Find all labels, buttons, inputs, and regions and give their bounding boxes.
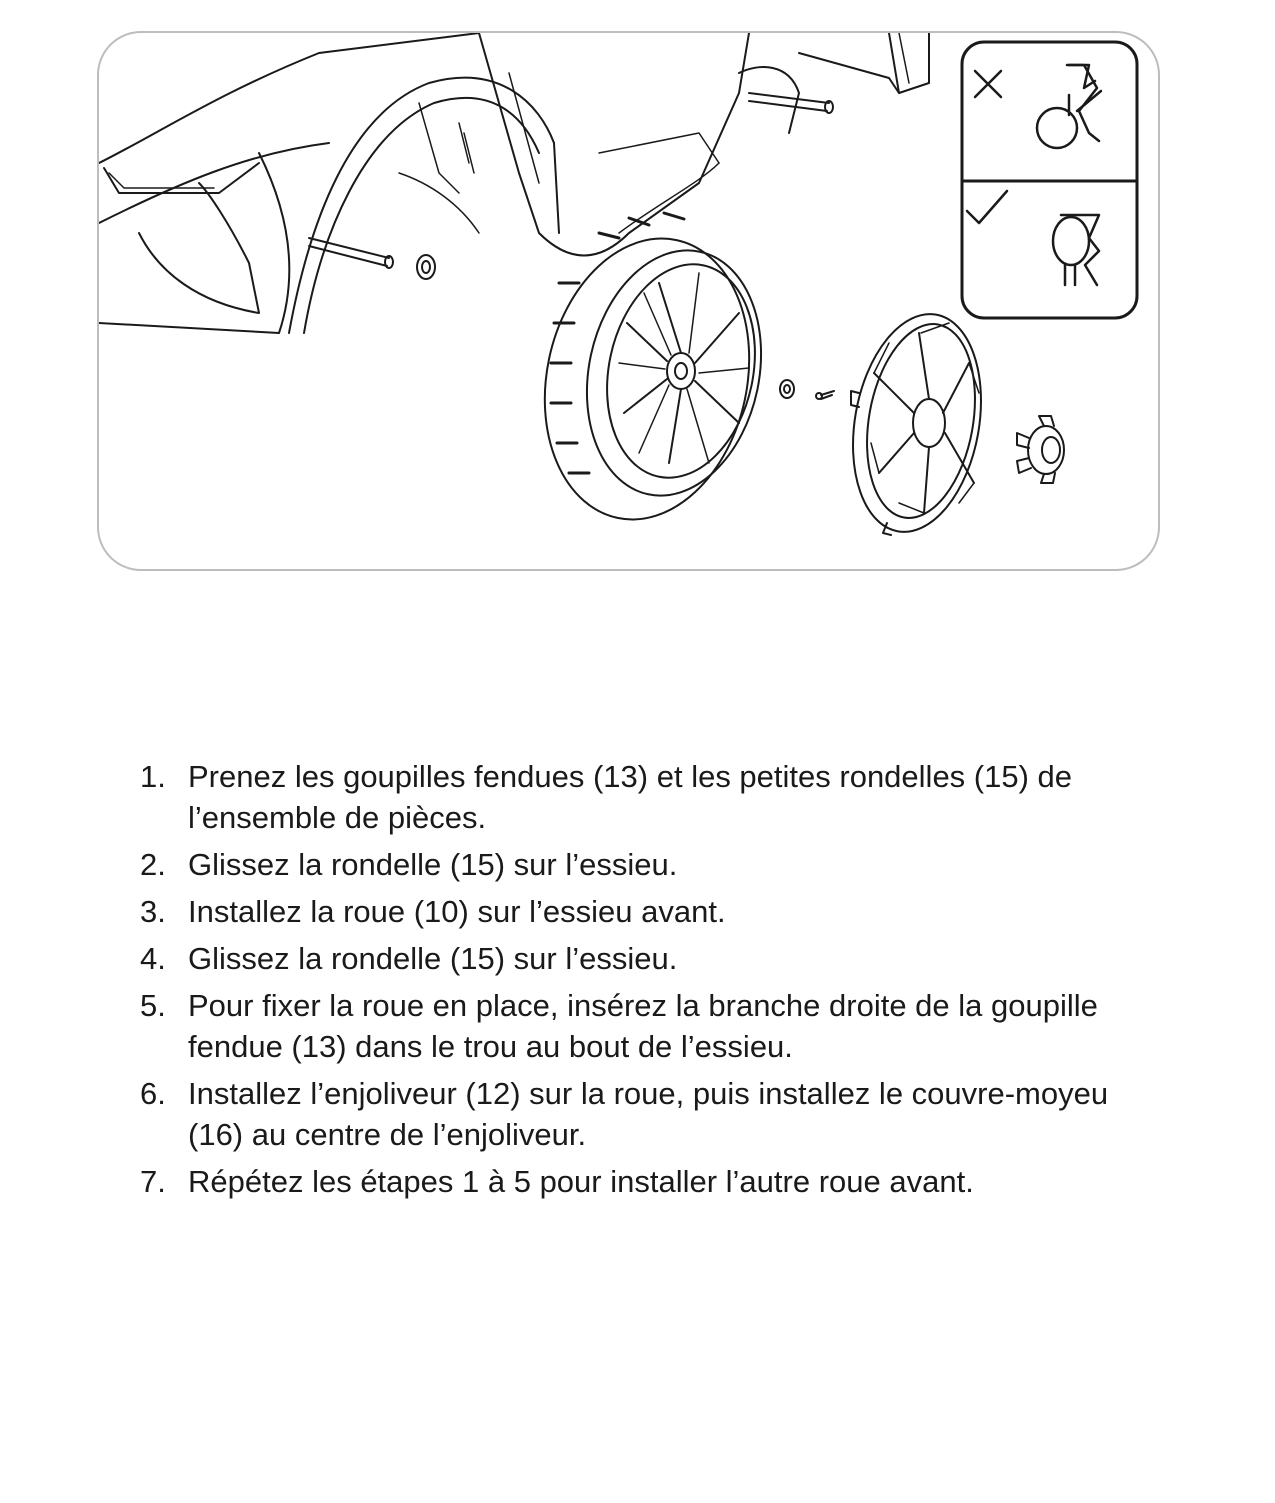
step-number: 2. — [140, 847, 166, 882]
assembly-illustration — [97, 31, 1160, 571]
wheel-drawing — [520, 213, 783, 539]
step-item — [140, 985, 1150, 1067]
step-item — [140, 891, 1150, 932]
wrong-mark-icon — [975, 71, 1001, 97]
step-number: 7. — [140, 1164, 166, 1199]
step-number: 6. — [140, 1076, 166, 1111]
step-item — [140, 844, 1150, 885]
step-text: Prenez les goupilles fendues (13) et les petites rondelles (15) de l’ensemble de pièces. — [188, 759, 1073, 835]
inset-comparison — [962, 42, 1137, 318]
step-text: Pour fixer la roue en place, insérez la branche droite de la goupille fendue (13) dans le trou au bout de l’essieu. — [188, 988, 1098, 1064]
step-number: 1. — [140, 759, 166, 794]
step-text: Glissez la rondelle (15) sur l’essieu. — [188, 847, 678, 882]
hubcap-drawing — [837, 304, 997, 542]
step-item — [140, 1161, 1150, 1202]
cotter-pin-drawing — [816, 391, 834, 399]
car-body-drawing — [99, 33, 929, 333]
right-mark-icon — [967, 191, 1007, 223]
step-number: 3. — [140, 894, 166, 929]
step-number: 5. — [140, 988, 166, 1023]
step-text: Installez l’enjoliveur (12) sur la roue, puis installez le couvre-moyeu (16) au centre de l’enjoliveur. — [188, 1076, 1109, 1152]
step-number: 4. — [140, 941, 166, 976]
axle-drawing — [309, 93, 833, 268]
instruction-steps — [140, 756, 1150, 1208]
step-text: Glissez la rondelle (15) sur l’essieu. — [188, 941, 678, 976]
hub-cover-drawing — [1017, 416, 1064, 483]
step-item — [140, 756, 1150, 838]
step-item — [140, 1073, 1150, 1155]
step-text: Répétez les étapes 1 à 5 pour installer l’autre roue avant. — [188, 1164, 974, 1199]
step-text: Installez la roue (10) sur l’essieu avant. — [188, 894, 726, 929]
step-item — [140, 938, 1150, 979]
